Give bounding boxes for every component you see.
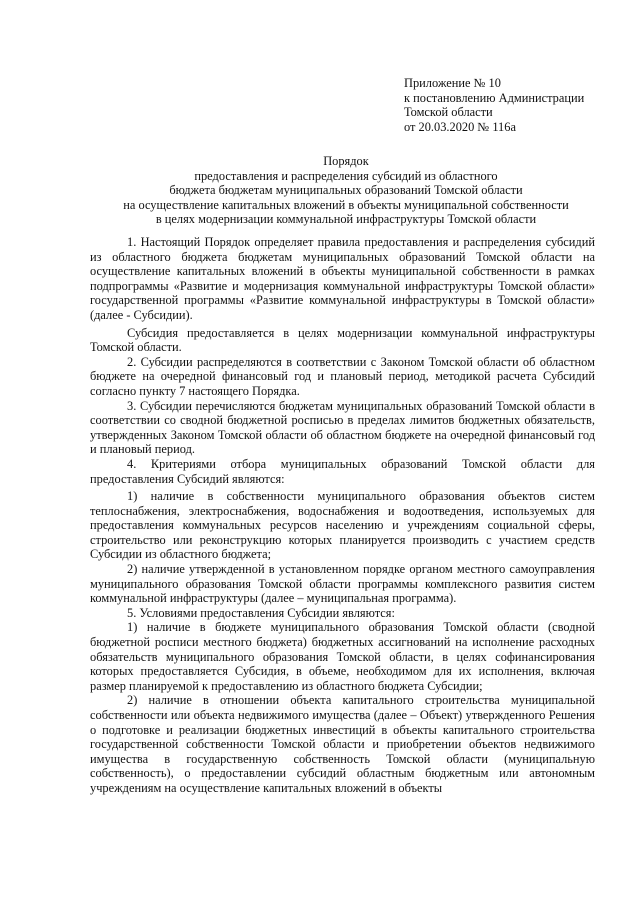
title-line: предоставления и распределения субсидий из областного xyxy=(194,168,498,183)
annex-line: от 20.03.2020 № 116а xyxy=(404,119,516,134)
paragraph: 3. Субсидии перечисляются бюджетам муниципальных образований Томской области в соответствии со сводной бюджетной росписью в пределах лимитов бюджетных обязательств, утвержденных Законом Томской области об областном бюджете на очередной финансовый год и плановый период. xyxy=(90,398,595,457)
annex-line: к постановлению Администрации xyxy=(404,90,585,105)
document-title xyxy=(60,154,632,227)
title-heading: Порядок xyxy=(323,154,369,168)
paragraph: 5. Условиями предоставления Субсидии являются: xyxy=(127,605,395,620)
annex-block xyxy=(404,76,634,134)
title-line: на осуществление капитальных вложений в объекты муниципальной собственности xyxy=(123,197,569,212)
annex-line: Томской области xyxy=(404,105,493,120)
paragraph: 1. Настоящий Порядок определяет правила предоставления и распределения субсидий из областного бюджета бюджетам муниципальных образований Томской области на осуществление капитальных вложений в объекты муниципальной собственности в рамках подпрограммы «Развитие и модернизация коммунальной инфраструктуры Томской области» государственной программы «Развитие коммунальной инфраструктуры в Томской области» (далее - Субсидии). xyxy=(90,235,595,322)
paragraph: 4. Критериями отбора муниципальных образований Томской области для предоставления Субсидий являются: xyxy=(90,456,595,486)
paragraph: 2) наличие утвержденной в установленном порядке органом местного самоуправления муниципального образования Томской области программы комплексного развития систем коммунальной инфраструктуры (далее – муниципальная программа). xyxy=(90,562,595,606)
paragraph: 2) наличие в отношении объекта капитального строительства муниципальной собственности или объекта недвижимого имущества (далее – Объект) утвержденного Решения о подготовке и реализации бюджетных инвестиций в объекты капитального строительства государственной собственности Томской области и приобретении объектов недвижимого имущества в государственную собственность Томской области (муниципальную собственность), о предоставлении субсидий областным бюджетным или автономным учреждениям на осуществление капитальных вложений в объекты xyxy=(90,693,595,795)
title-line: в целях модернизации коммунальной инфраструктуры Томской области xyxy=(155,212,537,227)
paragraph: Субсидия предоставляется в целях модернизации коммунальной инфраструктуры Томской области. xyxy=(90,325,595,355)
paragraph: 1) наличие в бюджете муниципального образования Томской области (сводной бюджетной росписи местного бюджета) бюджетных ассигнований на исполнение расходных обязательств муниципального образования Томской области, в целях софинансирования которых предоставляется Субсидия, в объеме, необходимом для их исполнения, включая размер планируемой к предоставлению из областного бюджета Субсидии; xyxy=(90,620,595,693)
annex-line: Приложение № 10 xyxy=(404,76,501,90)
paragraph: 1) наличие в собственности муниципального образования объектов систем теплоснабжения, электроснабжения, водоснабжения и водоотведения, используемых для предоставления коммунальных ресурсов населению и учреждениям социальной сферы, строительство или реконструкцию которых планируется производить с участием средств Субсидии из областного бюджета; xyxy=(90,489,595,562)
paragraph: 2. Субсидии распределяются в соответствии с Законом Томской области об областном бюджете на очередной финансовый год и плановый период, методикой расчета Субсидий согласно пункту 7 настоящего Порядка. xyxy=(90,354,595,398)
document-body xyxy=(90,235,595,796)
title-line: бюджета бюджетам муниципальных образований Томской области xyxy=(169,183,523,198)
